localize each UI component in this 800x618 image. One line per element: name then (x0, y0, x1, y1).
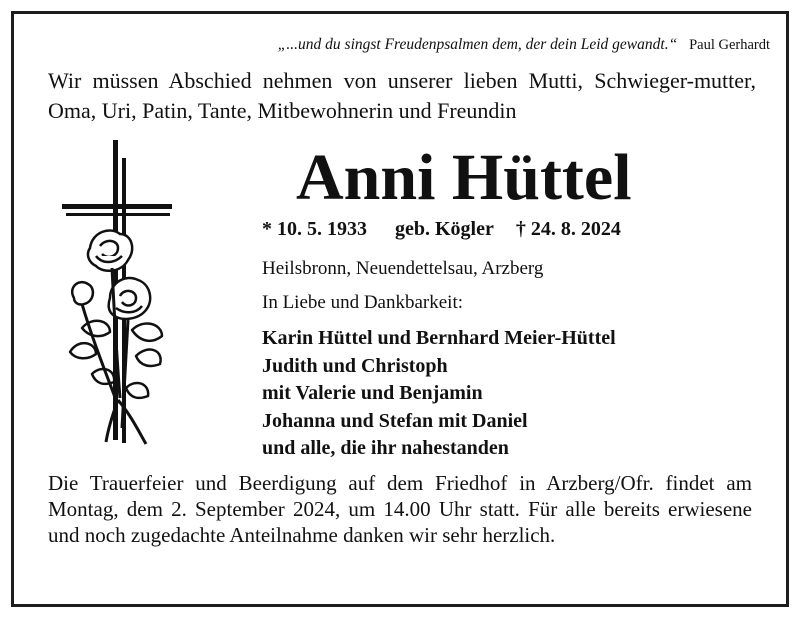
birth-date: * 10. 5. 1933 (262, 218, 367, 240)
mourner-line: und alle, die ihr nahestanden (262, 437, 509, 459)
mourners-list (262, 325, 616, 463)
intro-text: Wir müssen Abschied nehmen von unserer lieben Mutti, Schwieger-mutter, Oma, Uri, Patin, Tante, Mitbewohnerin und Freundin (48, 68, 756, 123)
epigraph-quote: „...und du singst Freudenpsalmen dem, der dein Leid gewandt.“ (277, 36, 678, 53)
death-date: † 24. 8. 2024 (515, 218, 621, 240)
deceased-name: Anni Hüttel (296, 141, 632, 214)
funeral-details: Die Trauerfeier und Beerdigung auf dem Friedhof in Arzberg/Ofr. findet am Montag, dem 2. September 2024, um 14.00 Uhr statt. Für alle bereits erwiesene und noch zugedachte Anteilnahme danken wir sehr herzlich. (48, 471, 752, 547)
maiden-name: geb. Kögler (395, 218, 494, 240)
places-of-residence: Heilsbronn, Neuendettelsau, Arzberg (262, 258, 544, 279)
life-dates (262, 216, 621, 242)
epigraph-author: Paul Gerhardt (689, 37, 770, 53)
mourner-line: Karin Hüttel und Bernhard Meier-Hüttel (262, 327, 616, 349)
mourner-line: Judith und Christoph (262, 354, 448, 377)
epigraph (278, 36, 770, 54)
mourner-line: mit Valerie und Benjamin (262, 382, 483, 404)
mourner-line: Johanna und Stefan mit Daniel (262, 409, 528, 432)
thanks-line: In Liebe und Dankbarkeit: (262, 292, 464, 313)
cross-with-roses-icon (52, 138, 182, 456)
